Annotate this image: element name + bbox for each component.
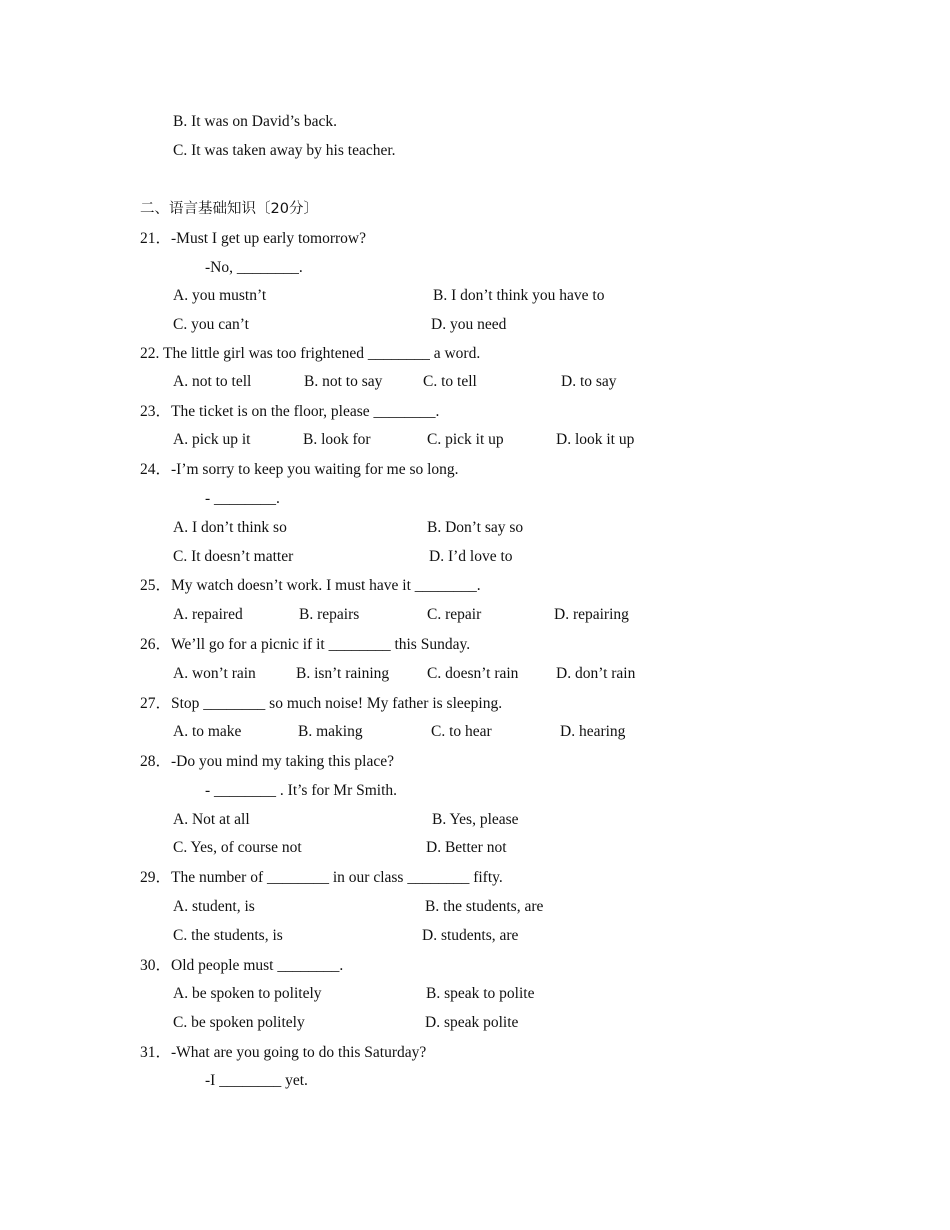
question-29-option-b: B. the students, are	[425, 898, 544, 915]
question-31-reply: -I ________ yet.	[205, 1072, 308, 1089]
section-heading: 二、语言基础知识〔20分〕	[140, 201, 318, 217]
question-27-option-b: B. making	[298, 723, 363, 740]
question-23-option-a: A. pick up it	[173, 431, 251, 448]
question-29-option-d: D. students, are	[422, 927, 519, 944]
question-30-option-d: D. speak polite	[425, 1014, 519, 1031]
question-23-option-c: C. pick it up	[427, 431, 504, 448]
question-30-stem: 30．Old people must ________.	[140, 957, 344, 974]
question-30-option-b: B. speak to polite	[426, 985, 535, 1002]
question-25-stem: 25．My watch doesn’t work. I must have it ________.	[140, 577, 481, 594]
question-29-option-c: C. the students, is	[173, 927, 283, 944]
question-26-option-d: D. don’t rain	[556, 665, 636, 682]
question-30-option-c: C. be spoken politely	[173, 1014, 305, 1031]
question-26-stem: 26．We’ll go for a picnic if it ________ this Sunday.	[140, 636, 471, 653]
question-28-reply: - ________ . It’s for Mr Smith.	[205, 782, 398, 799]
question-23-option-d: D. look it up	[556, 431, 635, 448]
question-22-stem: 22. The little girl was too frightened ________ a word.	[140, 345, 481, 362]
question-21-option-b: B. I don’t think you have to	[433, 287, 605, 304]
question-24-option-a: A. I don’t think so	[173, 519, 287, 536]
question-31-stem: 31．-What are you going to do this Saturday?	[140, 1044, 427, 1061]
question-30-option-a: A. be spoken to politely	[173, 985, 322, 1002]
question-27-option-c: C. to hear	[431, 723, 492, 740]
question-24-stem: 24．-I’m sorry to keep you waiting for me so long.	[140, 461, 459, 478]
question-23-stem: 23．The ticket is on the floor, please ________.	[140, 403, 440, 420]
question-28-option-a: A. Not at all	[173, 811, 250, 828]
question-28-option-b: B. Yes, please	[432, 811, 519, 828]
question-22-option-b: B. not to say	[304, 373, 383, 390]
question-21-stem: 21．-Must I get up early tomorrow?	[140, 230, 366, 247]
question-24-reply: - ________.	[205, 490, 280, 507]
question-25-option-d: D. repairing	[554, 606, 629, 623]
question-26-option-a: A. won’t rain	[173, 665, 256, 682]
question-29-option-a: A. student, is	[173, 898, 255, 915]
question-21-reply: -No, ________.	[205, 259, 303, 276]
question-28-stem: 28．-Do you mind my taking this place?	[140, 753, 394, 770]
question-29-stem: 29．The number of ________ in our class ________ fifty.	[140, 869, 503, 886]
carryover-option-b: B. It was on David’s back.	[173, 113, 338, 130]
question-22-option-c: C. to tell	[423, 373, 477, 390]
question-22-option-a: A. not to tell	[173, 373, 252, 390]
question-26-option-b: B. isn’t raining	[296, 665, 390, 682]
question-21-option-d: D. you need	[431, 316, 507, 333]
question-24-option-d: D. I’d love to	[429, 548, 513, 565]
question-24-option-c: C. It doesn’t matter	[173, 548, 294, 565]
question-28-option-d: D. Better not	[426, 839, 507, 856]
question-27-stem: 27．Stop ________ so much noise! My father is sleeping.	[140, 695, 503, 712]
question-24-option-b: B. Don’t say so	[427, 519, 524, 536]
question-25-option-b: B. repairs	[299, 606, 360, 623]
question-25-option-a: A. repaired	[173, 606, 243, 623]
question-27-option-a: A. to make	[173, 723, 242, 740]
carryover-option-c: C. It was taken away by his teacher.	[173, 142, 396, 159]
question-26-option-c: C. doesn’t rain	[427, 665, 519, 682]
question-23-option-b: B. look for	[303, 431, 371, 448]
question-27-option-d: D. hearing	[560, 723, 626, 740]
question-21-option-a: A. you mustn’t	[173, 287, 267, 304]
question-28-option-c: C. Yes, of course not	[173, 839, 302, 856]
question-25-option-c: C. repair	[427, 606, 482, 623]
question-22-option-d: D. to say	[561, 373, 617, 390]
question-21-option-c: C. you can’t	[173, 316, 249, 333]
